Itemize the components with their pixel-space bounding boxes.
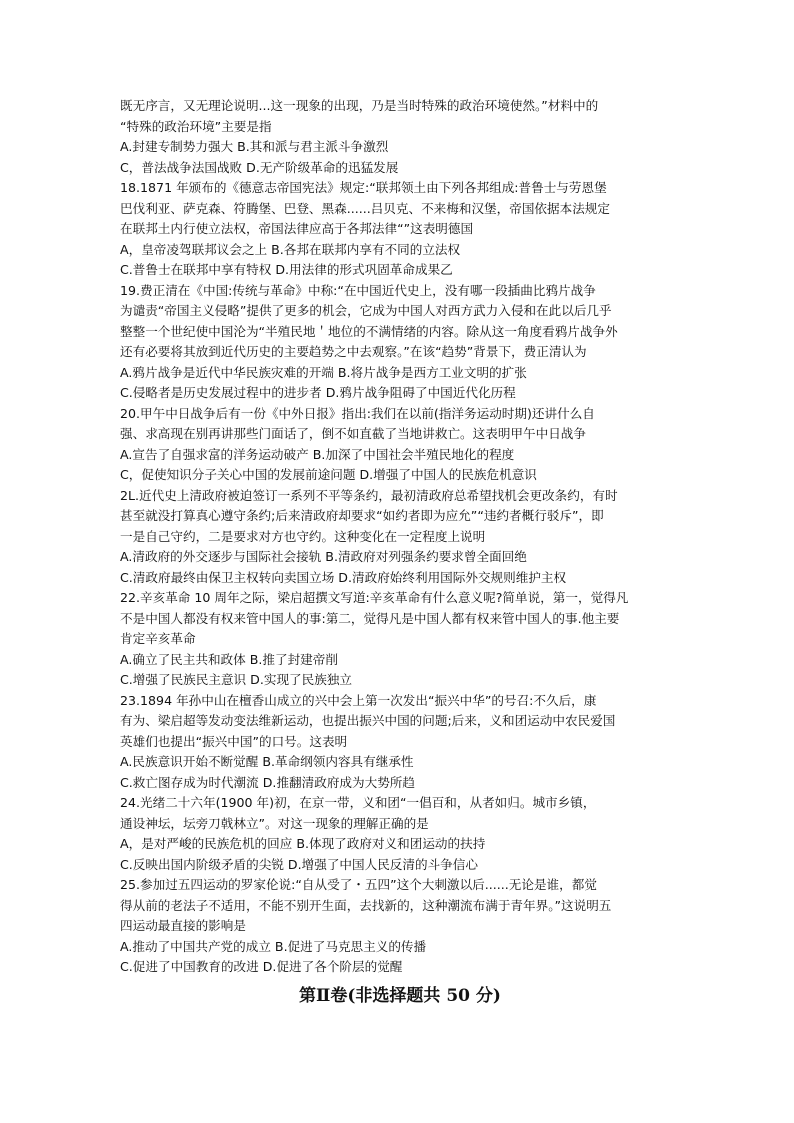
text-line: A.确立了民主共和政体 B.推了封建帝削 — [120, 651, 338, 667]
text-line: C.增强了民族民主意识 D.实现了民族独立 — [120, 672, 353, 687]
text-line: C.侵略者是历史发展过程中的进步者 D.鸦片战争阻碍了中国近代化历程 — [120, 385, 516, 400]
text-line: A.民族意识开始不断觉醒 B.革命纲领内容具有继承性 — [120, 754, 414, 769]
text-line: C.普鲁士在联邦中享有特权 D.用法律的形式巩固革命成果乙 — [120, 262, 453, 277]
text-line: 通设神坛，坛旁刀戟林立”。对这一现象的理解正确的是 — [120, 815, 429, 831]
text-line: 24.光绪二十六年(1900 年)初，在京一带，义和团“一倡百和，从者如归。城市乡镇， — [120, 795, 596, 810]
text-line: 不是中国人都没有权来管中国人的事:第二，觉得凡是中国人都有权来管中国人的事.他主要 — [120, 610, 620, 626]
text-line: 在联邦土内行使立法权，帝国法律应高于各邦法律“”这表明德国 — [120, 221, 474, 236]
text-line: 2L.近代史上清政府被迫签订一系列不平等条约，最初清政府总希望找机会更改条约，有时 — [120, 487, 618, 503]
text-line: C.清政府最终由保卫主权转向卖国立场 D.清政府始终利用国际外交规则维护主权 — [120, 569, 567, 585]
text-line: 整整一个世纪使中国沦为“半殖民地＇地位的不满情绪的内容。除从这一角度看鸦片战争外 — [120, 323, 618, 339]
text-line: 巴伐利亚、萨克森、符腾堡、巴登、黑森......吕贝克、不来梅和汉堡，帝国依据本法规定 — [120, 200, 610, 216]
text-line: A，皇帝凌驾联邦议会之上 B.各邦在联邦内享有不同的立法权 — [120, 241, 461, 257]
text-line: A.封建专制势力强大 B.其和派与君主派斗争激烈 — [120, 139, 389, 154]
text-line: 为谴责“帝国主义侵略”提供了更多的机会，它成为中国人对西方武力入侵和在此以后几乎 — [120, 303, 612, 318]
exam-page — [120, 96, 680, 1008]
text-line: 四运动最直接的影响是 — [120, 918, 246, 933]
text-line: 有为、梁启超等发动变法维新运动，也提出振兴中国的问题;后来，义和团运动中农民爱国 — [120, 713, 616, 728]
text-line: “特殊的政治环境”主要是指 — [120, 118, 272, 134]
text-line: 一是自己守约，二是要求对方也守约。这种变化在一定程度上说明 — [120, 528, 486, 544]
text-line: 20.甲午中日战争后有一份《中外日报》指出:我们在以前(指洋务运动时期)还讲什么自 — [120, 405, 595, 421]
text-line: 22.辛亥革命 10 周年之际，梁启超撰文写道:辛亥革命有什么意义呢?简单说，第一，觉得凡 — [120, 590, 629, 605]
text-line: C.反映出国内阶级矛盾的尖锐 D.增强了中国人民反清的斗争信心 — [120, 856, 478, 872]
text-line: C.促进了中国教育的改进 D.促进了各个阶层的觉醒 — [120, 959, 403, 974]
text-line: 强、求高现在别再讲那些门面话了，倒不如直截了当地讲救亡。这表明甲午中日战争 — [120, 426, 586, 441]
text-line: 得从前的老法子不适用，不能不别开生面，去找新的，这种潮流布满于青年界。”这说明五 — [120, 897, 612, 913]
text-line: A，是对严峻的民族危机的回应 B.体现了政府对义和团运动的扶持 — [120, 836, 486, 851]
text-line: C，促使知识分子关心中国的发展前途问题 D.增强了中国人的民族危机意识 — [120, 467, 537, 482]
text-line: 肯定辛亥革命 — [120, 631, 196, 646]
text-line: 还有必要将其放到近代历史的主要趋势之中去观察。”在该“趋势”背景下，费正清认为 — [120, 344, 587, 359]
text-line: 甚至就没打算真心遵守条约;后来清政府却要求“如约者即为应允”“违约者概行驳斥”，即 — [120, 508, 604, 523]
text-line: 19.费正清在《中国:传统与革命》中称:“在中国近代史上，没有哪一段插曲比鸦片战争 — [120, 282, 596, 298]
text-line: 18.1871 年颁布的《德意志帝国宪法》规定:“联邦领土由下列各邦组成:普鲁士与劳恩堡 — [120, 180, 607, 195]
text-line: A.清政府的外交逐步与国际社会接轨 B.清政府对列强条约要求曾全面回绝 — [120, 549, 527, 564]
text-line: 既无序言，又无理论说明...这一现象的出现，乃是当时特殊的政治环境使然。”材料中的 — [120, 98, 599, 113]
text-line: A.鸦片战争是近代中华民族灾难的开端 B.将片战争是西方工业文明的扩张 — [120, 364, 527, 380]
text-line: C.救亡图存成为时代潮流 D.推翻清政府成为大势所趋 — [120, 774, 415, 790]
text-line: 25.参加过五四运动的罗家伦说:“自从受了・五四”这个大刺激以后......无论是谁，都觉 — [120, 877, 597, 892]
text-line: A.推动了中国共产党的成立 B.促进了马克思主义的传播 — [120, 938, 427, 954]
text-line: 23.1894 年孙中山在檀香山成立的兴中会上第一次发出“振兴中华”的号召:不久后，康 — [120, 692, 597, 708]
text-line: 英雄们也提出“振兴中国”的口号。这表明 — [120, 733, 348, 749]
text-line: C，普法战争法国战败 D.无产阶级革命的迅猛发展 — [120, 159, 399, 175]
section-title: 第Ⅱ卷(非选择题共 50 分) — [299, 985, 501, 1006]
text-line: A.宣告了自强求富的洋务运动破产 B.加深了中国社会半殖民地化的程度 — [120, 446, 515, 462]
